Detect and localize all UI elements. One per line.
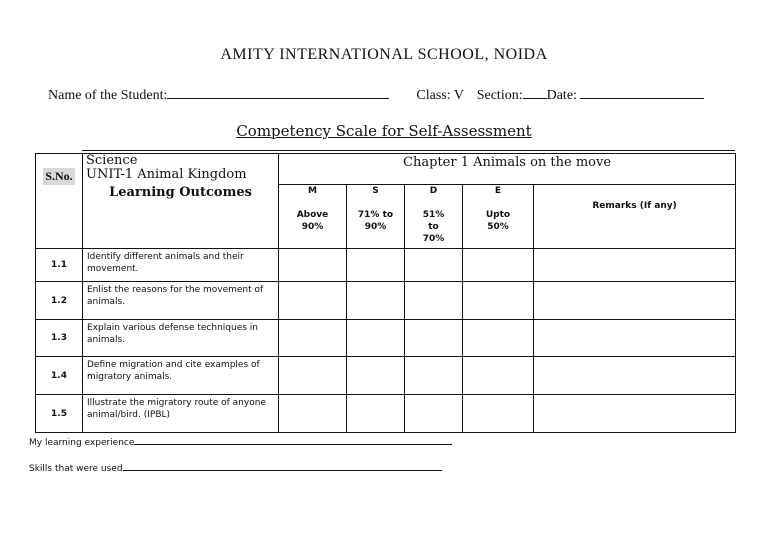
skills-line (29, 461, 442, 474)
rating-cell-m[interactable] (279, 282, 347, 320)
rating-cell-s[interactable] (347, 395, 405, 433)
level-desc: 90% (364, 222, 387, 232)
row-sno: 1.5 (36, 395, 83, 433)
remarks-cell[interactable] (534, 282, 736, 320)
level-desc: 51% (422, 210, 445, 220)
level-code: M (308, 186, 317, 196)
subject-cell (83, 154, 279, 185)
table-row (36, 357, 736, 395)
rating-cell-m[interactable] (279, 320, 347, 357)
rating-cell-d[interactable] (405, 249, 463, 282)
sno-header-cell (36, 154, 83, 249)
level-desc: 71% to (357, 210, 394, 220)
level-e-cell (463, 185, 534, 249)
row-sno: 1.2 (36, 282, 83, 320)
learning-experience-line (29, 435, 452, 448)
subject-name: Science (86, 153, 138, 168)
table-row (36, 249, 736, 282)
school-name: AMITY INTERNATIONAL SCHOOL, NOIDA (220, 46, 548, 63)
row-outcome: Enlist the reasons for the movement of animals. (83, 282, 279, 320)
rating-cell-s[interactable] (347, 357, 405, 395)
section-field[interactable] (523, 86, 547, 99)
row-sno: 1.4 (36, 357, 83, 395)
level-code: D (429, 186, 438, 196)
learning-outcomes-header: Learning Outcomes (109, 184, 252, 200)
rating-cell-m[interactable] (279, 249, 347, 282)
skills-field[interactable] (123, 461, 442, 471)
row-outcome: Identify different animals and their movement. (83, 249, 279, 282)
rating-cell-e[interactable] (463, 395, 534, 433)
learning-experience-field[interactable] (134, 435, 452, 445)
remarks-cell[interactable] (534, 249, 736, 282)
page-title: Competency Scale for Self-Assessment (236, 122, 532, 140)
level-desc: Above (296, 210, 329, 220)
remarks-cell[interactable] (534, 395, 736, 433)
date-field[interactable] (580, 86, 704, 99)
remarks-cell[interactable] (534, 320, 736, 357)
row-sno: 1.3 (36, 320, 83, 357)
row-outcome: Define migration and cite examples of migratory animals. (83, 357, 279, 395)
rating-cell-s[interactable] (347, 249, 405, 282)
rating-cell-e[interactable] (463, 357, 534, 395)
rating-cell-d[interactable] (405, 320, 463, 357)
student-name-field[interactable] (167, 86, 389, 99)
table-top-rule (82, 150, 735, 151)
remarks-cell[interactable] (534, 357, 736, 395)
level-desc: Upto (485, 210, 511, 220)
rating-cell-d[interactable] (405, 395, 463, 433)
level-s-cell (347, 185, 405, 249)
unit-name: UNIT-1 Animal Kingdom (86, 167, 247, 182)
table-row (36, 395, 736, 433)
skills-label: Skills that were used (29, 464, 123, 474)
rating-cell-e[interactable] (463, 320, 534, 357)
level-desc: to (428, 222, 439, 232)
student-info-line (48, 86, 704, 104)
assessment-table (35, 153, 736, 433)
row-outcome: Illustrate the migratory route of anyone animal/bird. (IPBL) (83, 395, 279, 433)
row-outcome: Explain various defense techniques in animals. (83, 320, 279, 357)
rating-cell-d[interactable] (405, 282, 463, 320)
chapter-cell (279, 154, 736, 185)
class-label: Class: V (416, 88, 464, 103)
learning-outcomes-header-cell (83, 185, 279, 249)
table-row (36, 282, 736, 320)
level-code: E (494, 186, 502, 196)
rating-cell-s[interactable] (347, 320, 405, 357)
sno-header: S.No. (45, 169, 73, 183)
remarks-header: Remarks (If any) (534, 185, 736, 249)
rating-cell-e[interactable] (463, 282, 534, 320)
rating-cell-s[interactable] (347, 282, 405, 320)
learning-experience-label: My learning experience (29, 438, 135, 448)
level-desc: 90% (301, 222, 324, 232)
rating-cell-d[interactable] (405, 357, 463, 395)
rating-cell-e[interactable] (463, 249, 534, 282)
level-m-cell (279, 185, 347, 249)
level-code: S (372, 186, 379, 196)
level-desc: 50% (487, 222, 509, 232)
row-sno: 1.1 (36, 249, 83, 282)
level-desc: 70% (422, 234, 445, 244)
rating-cell-m[interactable] (279, 395, 347, 433)
date-label: Date: (546, 88, 577, 103)
level-d-cell (405, 185, 463, 249)
student-name-label: Name of the Student: (48, 88, 168, 103)
chapter-title: Chapter 1 Animals on the move (403, 155, 612, 170)
rating-cell-m[interactable] (279, 357, 347, 395)
table-row (36, 320, 736, 357)
section-label: Section: (476, 88, 523, 103)
